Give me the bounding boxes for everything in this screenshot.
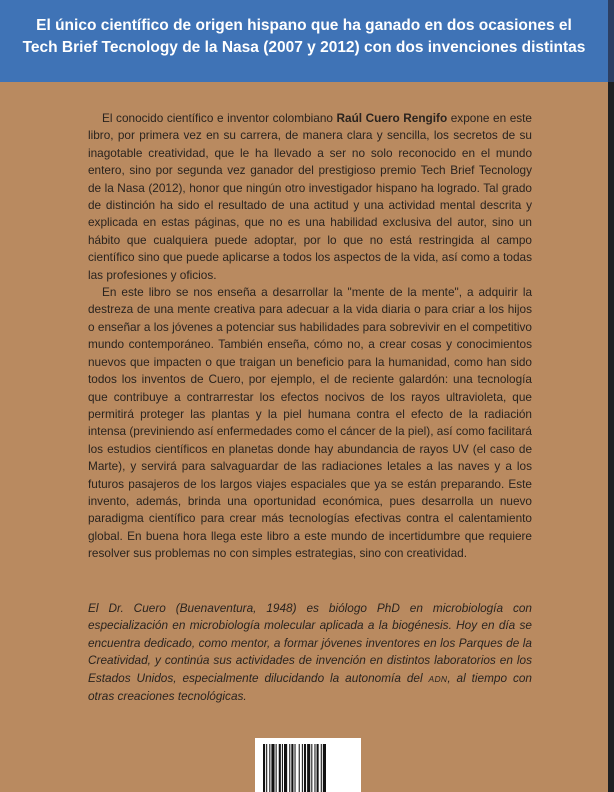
synopsis-p1-end: expone en este libro, por primera vez en su carrera, de manera clara y sencilla, los secretos de su inagotable creatividad, que le ha llevado a ser no solo reconocido en el mundo entero, sino por segunda vez ganador del prestigioso premio Tech Brief Tecnology de la Nasa (2012), honor que ningún otro investigador hispano ha logrado. Tal grado de distinción ha sido el resultado de una actitud y una actividad mental descrita y explicada en estas páginas, que no es una habilidad exclusiva del autor, sino un hábito que cualquiera puede adoptar, por lo que no está restringida al campo científico sino que puede aplicarse a todos los aspectos de la vida, así como a todas las profesiones y oficios. — [88, 111, 532, 282]
banner-line-1: El único científico de origen hispano que ha ganado en dos ocasiones el — [36, 17, 572, 34]
barcode-bar — [302, 744, 303, 792]
barcode-bar — [276, 744, 277, 792]
synopsis-paragraph-1 — [88, 110, 532, 284]
barcode-bar — [323, 744, 326, 792]
barcode-bar — [289, 744, 290, 792]
synopsis-p1-start: El conocido científico e inventor colombiano — [102, 111, 337, 125]
banner-line-2: Tech Brief Tecnology de la Nasa (2007 y 2012) con dos invenciones distintas — [22, 39, 586, 56]
cover-edge — [608, 82, 614, 792]
barcode-bar — [321, 744, 322, 792]
barcode-bar — [279, 744, 281, 792]
cover-banner — [0, 0, 614, 82]
bio-adn: ADN — [428, 673, 448, 684]
barcode-bar — [307, 744, 310, 792]
barcode-bar — [311, 744, 312, 792]
barcode-bar — [317, 744, 319, 792]
isbn-barcode — [255, 738, 361, 792]
synopsis-paragraph-2: En este libro se nos enseña a desarrollar la "mente de la mente", a adquirir la destreza de una mente creativa para adecuar a la vida diaria o para criar a los hijos o enseñar a los jóvenes a potenciar sus habilidades para sobrevivir en el competitivo mundo contemporáneo. También enseña, cómo no, a crear cosas y conocimientos nuevos que impacten o que traigan un beneficio para la humanidad, como han sido todos los inventos de Cuero, por ejemplo, el de reciente galardón: una tecnología que contribuye a contrarrestar los efectos nocivos de los rayos ultravioleta, que permitirá proteger las plantas y la piel humana contra el efecto de la radiación intensa (previniendo así enfermedades como el cáncer de la piel), así como facilitará los estudios científicos en planetas donde hay abundancia de rayos UV (el caso de Marte), y servirá para salvaguardar de las radiaciones letales a las naves y a los futuros pasajeros de los largos viajes espaciales que ya se están preparando. Este invento, además, brinda una oportunidad económica, pues desarrolla un nuevo paradigma científico para crear más tecnologías efectivas contra el calentamiento global. En buena hora llega este libro a este mundo de incertidumbre que requiere resolver sus problemas no con simples estrategias, sino con creatividad. — [88, 285, 532, 561]
barcode-bar — [299, 744, 300, 792]
bio-text-start: El Dr. Cuero (Buenaventura, 1948) es biólogo PhD en microbiología con especialización en microbiología molecular aplicada a la biogénesis. Hoy en día se encuentra dedicado, como mentor, a formar jóvenes inventores en los Parques de la Creatividad, y continúa sus actividades de invención en distintos laboratorios en los Estados Unidos, especialmente dilucidando la autonomía del — [88, 601, 532, 685]
barcode-bar — [295, 744, 296, 792]
barcode-bar — [269, 744, 270, 792]
barcode-bar — [282, 744, 283, 792]
bio-text-end: , al tiempo con otras creaciones tecnológicas. — [88, 670, 532, 704]
barcode-bar — [271, 744, 274, 792]
barcode-bar — [304, 744, 306, 792]
author-name: Raúl Cuero Rengifo — [336, 111, 448, 125]
author-bio — [88, 600, 532, 705]
barcode-bar — [284, 744, 287, 792]
barcode-bar — [314, 744, 315, 792]
barcode-bar — [291, 744, 293, 792]
barcode-bar — [263, 744, 265, 792]
barcode-image — [261, 744, 355, 792]
barcode-bar — [266, 744, 267, 792]
synopsis — [88, 110, 532, 563]
